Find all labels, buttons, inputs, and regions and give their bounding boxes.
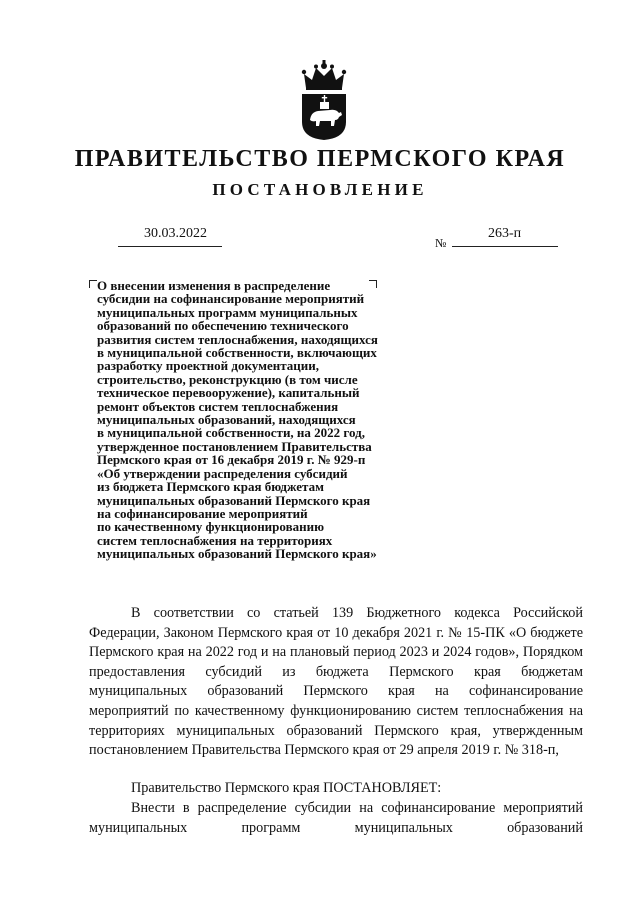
document-type: ПОСТАНОВЛЕНИЕ (212, 180, 428, 199)
subject-line: муниципальных образований Пермского края (97, 492, 371, 508)
perm-krai-coat-of-arms-icon (298, 60, 350, 140)
resolution-paragraph: Правительство Пермского края ПОСТАНОВЛЯЕТ: (131, 780, 442, 796)
subject-line: образований по обеспечению технического (97, 318, 349, 334)
subject-corner-left (89, 280, 97, 288)
subject-line: ремонт объектов систем теплоснабжения (97, 398, 339, 414)
subject-line: строительство, реконструкцию (в том числе (97, 371, 358, 387)
subject-line: муниципальных образований Пермского края» (97, 546, 377, 562)
date-underline (118, 246, 222, 247)
subject-line: субсидии на софинансирование мероприятий (97, 291, 365, 307)
document-subject (97, 279, 457, 561)
document-date: 30.03.2022 (144, 226, 207, 241)
number-underline (452, 246, 558, 247)
subject-line: в муниципальной собственности, на 2022 год, (97, 425, 365, 441)
subject-line: систем теплоснабжения на территориях (97, 532, 333, 548)
subject-line: утвержденное постановлением Правительства (97, 438, 372, 454)
subject-line: разработку проектной документации, (97, 358, 319, 374)
document-number: 263-п (488, 226, 522, 241)
subject-line: на софинансирование мероприятий (97, 505, 308, 521)
subject-line: в муниципальной собственности, включающих (97, 345, 377, 361)
number-sign: № (435, 236, 447, 250)
subject-line: «Об утверждении распределения субсидий (97, 465, 348, 481)
subject-line: техническое перевооружение), капитальный (97, 385, 360, 401)
government-title: ПРАВИТЕЛЬСТВО ПЕРМСКОГО КРАЯ (74, 146, 566, 172)
subject-line: муниципальных программ муниципальных (97, 304, 358, 320)
subject-line: по качественному функционированию (97, 519, 325, 535)
subject-line: развития систем теплоснабжения, находящихся (97, 331, 378, 347)
clause-line: мероприятий муниципальных программ муниципальных образований (89, 800, 583, 836)
subject-line: из бюджета Пермского края бюджетам (97, 479, 324, 495)
subject-line: муниципальных образований, находящихся (97, 412, 356, 428)
clause-paragraph (89, 799, 583, 838)
subject-line: Пермского края от 16 декабря 2019 г. № 929-п (97, 452, 366, 468)
clause-line: Внести в распределение субсидии на софинансирование (131, 800, 496, 816)
preamble-paragraph: В соответствии со статьей 139 Бюджетного кодекса Российской Федерации, Законом Пермского края от 10 декабря 2021 г. № 15-ПК «О бюджете Пермского края на 2022 год и на плановый период 2023 и 2024 годов», Порядком предоставления субсидий из бюджета Пермского края бюджетам муниципальных образований Пермского края на софинансирование мероприятий по качественному функционированию систем теплоснабжения на территориях муниципальных образований Пермского края, утвержденным постановлением Правительства Пермского края от 29 апреля 2019 г. № 318-п, (89, 605, 583, 759)
subject-line: О внесении изменения в распределение (97, 278, 331, 293)
